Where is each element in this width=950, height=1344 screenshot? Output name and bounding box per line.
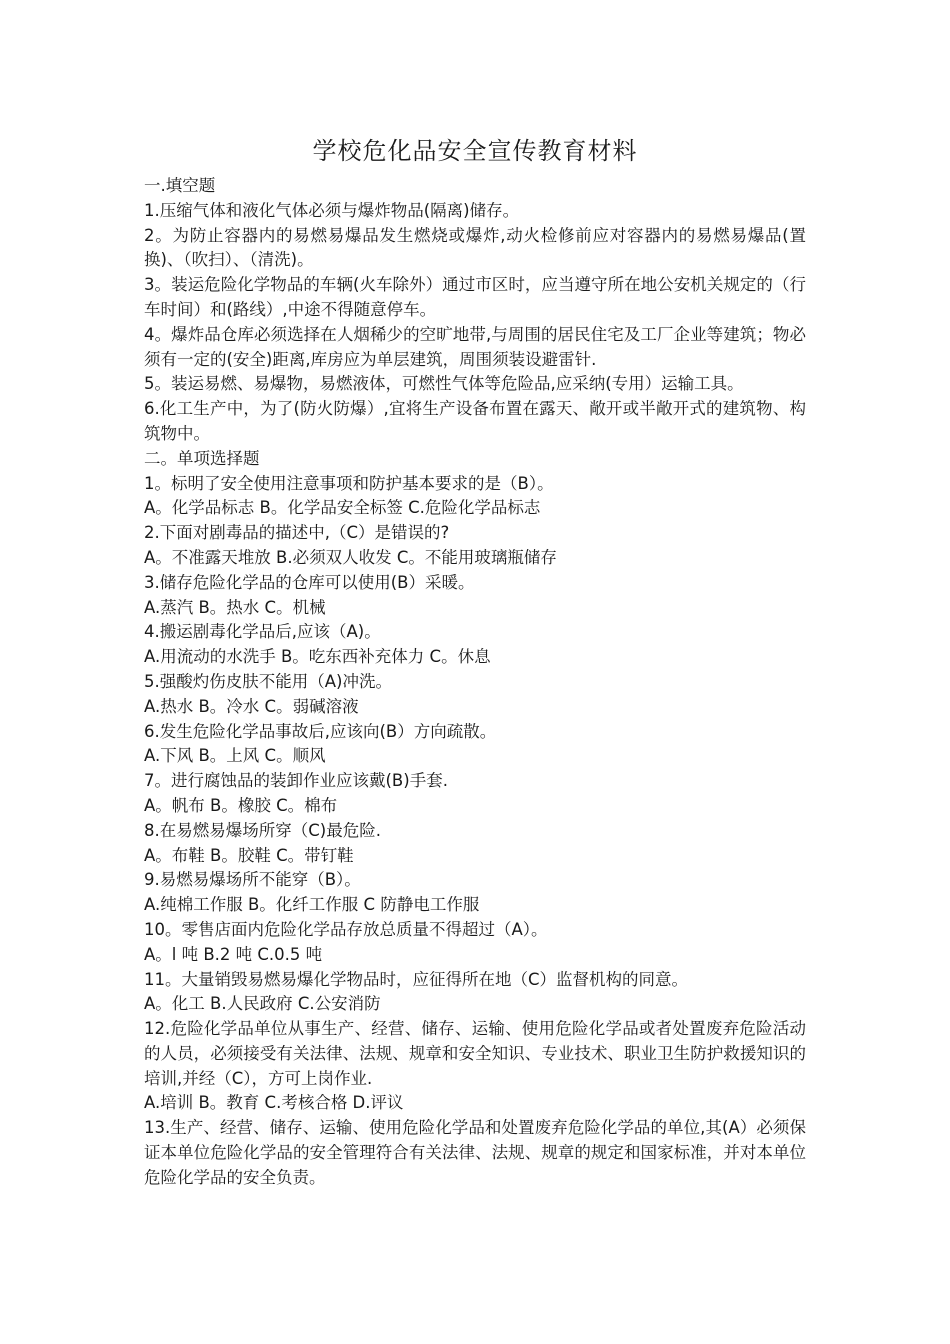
choice-question: 8.在易燃易爆场所穿（C)最危险.: [144, 820, 381, 840]
choice-question: 9.易燃易爆场所不能穿（B）。: [144, 870, 361, 890]
choice-question: 10。零售店面内危险化学品存放总质量不得超过（A）。: [144, 919, 548, 939]
fill-item: 5。装运易燃、易爆物，易燃液体，可燃性气体等危险品,应采纳(专用）运输工具。: [144, 374, 744, 394]
document-title: 学校危化品安全宣传教育材料: [312, 137, 638, 165]
choice-options: A。化工 B.人民政府 C.公安消防: [144, 994, 381, 1014]
choice-options: A。布鞋 B。胶鞋 C。带钉鞋: [144, 845, 354, 865]
choice-question: 4.搬运剧毒化学品后,应该（A)。: [144, 622, 381, 642]
choice-options: A。化学品标志 B。化学品安全标签 C.危险化学品标志: [144, 498, 541, 518]
choice-question: 13.生产、经营、储存、运输、使用危险化学品和处置废弃危险化学品的单位,其(A）必须保证本单位危险化学品的安全管理符合有关法律、法规、规章的规定和国家标准，并对本单位危险化学品的安全负责。: [144, 1118, 806, 1187]
choice-options: A。l 吨 B.2 吨 C.0.5 吨: [144, 944, 323, 964]
choice-options: A。帆布 B。橡胶 C。棉布: [144, 795, 338, 815]
choice-options: A.纯棉工作服 B。化纤工作服 C 防静电工作服: [144, 895, 480, 915]
choice-question: 3.储存危险化学品的仓库可以使用(B）采暖。: [144, 572, 475, 592]
section-heading-fill: 一.填空题: [144, 176, 216, 195]
fill-item: 1.压缩气体和液化气体必须与爆炸物品(隔离)储存。: [144, 200, 520, 220]
choice-options: A.下风 B。上风 C。顺风: [144, 746, 326, 766]
choice-question: 11。大量销毁易燃易爆化学物品时，应征得所在地（C）监督机构的同意。: [144, 969, 689, 989]
choice-question: 6.发生危险化学品事故后,应该向(B）方向疏散。: [144, 721, 497, 741]
choice-question: 12.危险化学品单位从事生产、经营、储存、运输、使用危险化学品或者处置废弃危险活动的人员，必须接受有关法律、法规、规章和安全知识、专业技术、职业卫生防护救援知识的培训,并经（C），方可上岗作业.: [144, 1019, 806, 1088]
choice-options: A.培训 B。教育 C.考核合格 D.评议: [144, 1093, 404, 1113]
fill-item: 6.化工生产中，为了(防火防爆）,宜将生产设备布置在露天、敞开或半敞开式的建筑物、构筑物中。: [144, 399, 806, 443]
fill-item: 3。装运危险化学物品的车辆(火车除外）通过市区时，应当遵守所在地公安机关规定的（行车时间）和(路线）,中途不得随意停车。: [144, 275, 806, 319]
document-page: [144, 134, 806, 1191]
choice-options: A.用流动的水洗手 B。吃东西补充体力 C。休息: [144, 647, 491, 667]
choice-options: A。不准露天堆放 B.必须双人收发 C。不能用玻璃瓶储存: [144, 547, 557, 567]
choice-question: 5.强酸灼伤皮肤不能用（A)冲洗。: [144, 671, 392, 691]
choice-question: 1。标明了安全使用注意事项和防护基本要求的是（B）。: [144, 473, 554, 493]
fill-item: 4。爆炸品仓库必须选择在人烟稀少的空旷地带,与周围的居民住宅及工厂企业等建筑；物必须有一定的(安全)距离,库房应为单层建筑，周围须装设避雷针.: [144, 324, 806, 369]
choice-question: 2.下面对剧毒品的描述中,（C）是错误的?: [144, 523, 450, 543]
choice-question: 7。进行腐蚀品的装卸作业应该戴(B)手套.: [144, 771, 448, 791]
choice-options: A.蒸汽 B。热水 C。机械: [144, 597, 326, 617]
fill-item: 2。为防止容器内的易燃易爆品发生燃烧或爆炸,动火检修前应对容器内的易燃易爆品(置换)、（吹扫）、（清洗)。: [144, 225, 806, 270]
section-heading-choice: 二。单项选择题: [144, 448, 260, 468]
choice-options: A.热水 B。冷水 C。弱碱溶液: [144, 696, 359, 716]
